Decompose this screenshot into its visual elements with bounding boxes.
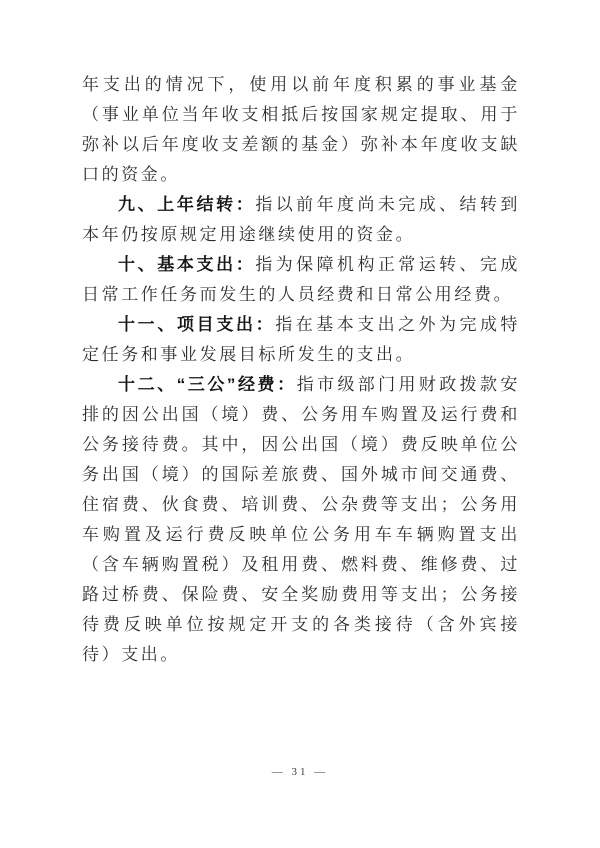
paragraph-heading: 九、上年结转： — [118, 195, 256, 214]
paragraph-text: 指以前年度尚未完成、结转到本年仍按原规定用途继续使用的资金。 — [82, 195, 520, 244]
paragraph-text: 年支出的情况下，使用以前年度积累的事业基金（事业单位当年收支相抵后按国家规定提取、用于弥补以后年度收支差额的基金）弥补本年度收支缺口的资金。 — [82, 75, 520, 184]
paragraph-heading: 十、基本支出： — [118, 255, 256, 274]
paragraph-continuation — [82, 70, 520, 190]
paragraph-item-12 — [82, 370, 520, 670]
paragraph-item-10 — [82, 250, 520, 310]
paragraph-heading: 十二、“三公”经费： — [118, 375, 297, 394]
page-number: — 31 — — [271, 766, 329, 778]
paragraph-item-9 — [82, 190, 520, 250]
paragraph-text: 指为保障机构正常运转、完成日常工作任务而发生的人员经费和日常公用经费。 — [82, 255, 520, 304]
paragraph-text: 指在基本支出之外为完成特定任务和事业发展目标所发生的支出。 — [82, 315, 521, 364]
paragraph-text: 指市级部门用财政拨款安排的因公出国（境）费、公务用车购置及运行费和公务接待费。其中，因公出国（境）费反映单位公务出国（境）的国际差旅费、国外城市间交通费、住宿费、伙食费、培训费、公杂费等支出；公务用车购置及运行费反映单位公务用车车辆购置支出（含车辆购置税）及租用费、燃料费、维修费、过路过桥费、保险费、安全奖励费用等支出；公务接待费反映单位按规定开支的各类接待（含外宾接待）支出。 — [82, 375, 520, 664]
paragraph-heading: 十一、项目支出： — [118, 315, 276, 334]
paragraph-item-11 — [82, 310, 520, 370]
document-body — [82, 70, 520, 670]
